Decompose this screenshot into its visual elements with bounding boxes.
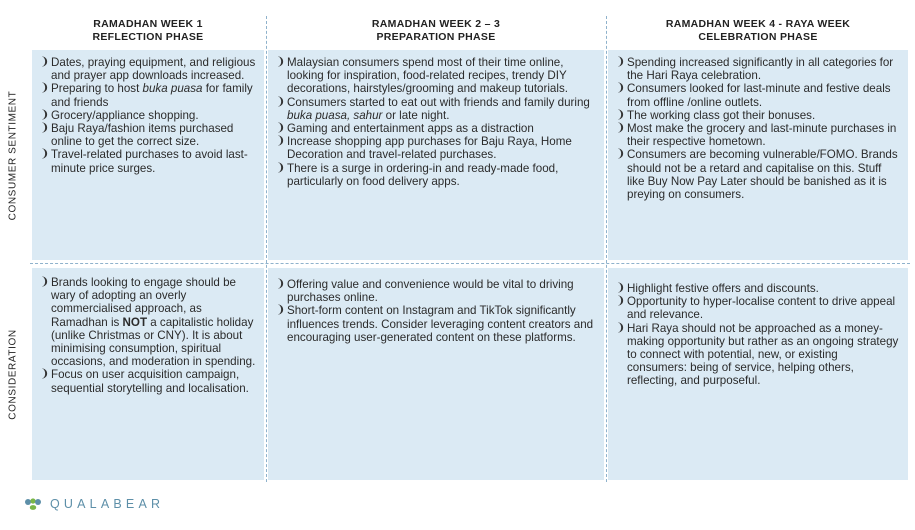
bullet-icon: ❩ [616,82,626,95]
column-header-phase: REFLECTION PHASE [92,31,204,43]
column-header-title: RAMADHAN WEEK 2 – 3 [371,18,501,30]
bullet-text: Spending increased significantly in all categories for the Hari Raya celebration. [627,56,894,83]
bullet-icon: ❩ [276,95,286,108]
bullet-item [276,56,596,96]
bullet-icon: ❩ [276,304,286,317]
bullet-item [616,109,900,122]
consideration-cell-week-4 [608,268,908,480]
bullet-text: Short-form content on Instagram and TikTok significantly influences trends. Consider leveraging content creators and encouraging user-generated content on these platforms. [287,304,594,344]
bullet-text: Offering value and convenience would be vital to driving purchases online. [287,278,574,305]
bullet-text: Dates, praying equipment, and religious and prayer app downloads increased. [51,56,256,83]
bullet-icon: ❩ [276,161,286,174]
bullet-icon: ❩ [40,82,50,95]
bullet-icon: ❩ [616,148,626,161]
bullet-item [276,162,596,188]
bullet-icon: ❩ [616,295,626,308]
consideration-cell-week-1 [32,268,264,480]
bullet-text: The working class got their bonuses. [627,108,816,122]
bullet-icon: ❩ [276,56,286,68]
column-header-title: RAMADHAN WEEK 1 [93,18,203,30]
bullet-text: Most make the grocery and last-minute purchases in their respective hometown. [627,122,897,149]
bullet-text: Increase shopping app purchases for Baju Raya, Home Decoration and travel-related purchases. [287,135,572,162]
bullet-item [616,82,900,108]
column-divider [266,16,267,482]
row-label-text: CONSIDERATION [7,328,19,420]
column-header-phase: PREPARATION PHASE [376,31,496,43]
bullet-icon: ❩ [40,108,50,121]
bullet-text: Travel-related purchases to avoid last-minute price surges. [51,148,248,175]
column-divider [606,16,607,482]
column-header-title: RAMADHAN WEEK 4 - RAYA WEEK [665,18,851,30]
bullet-icon: ❩ [616,282,626,294]
bullet-text: Preparing to host buka puasa for family and friends [51,82,253,109]
bullet-icon: ❩ [276,278,286,290]
column-header-week-4 [608,18,908,48]
consideration-cell-week-2-3 [268,268,604,480]
row-label-consumer-sentiment [0,50,26,260]
bullet-item [40,148,256,174]
bullet-item [40,109,256,122]
bullet-text: There is a surge in ordering-in and ready-made food, particularly on food delivery apps. [287,161,559,188]
qualabear-logo [24,497,164,511]
bullet-item [616,295,900,321]
bullet-text: Baju Raya/fashion items purchased online to get the correct size. [51,122,234,149]
column-header-week-1 [32,18,264,48]
row-divider [30,263,910,264]
bullet-item [40,82,256,108]
bullet-item [40,122,256,148]
column-header-phase: CELEBRATION PHASE [698,31,818,43]
bullet-item [616,282,900,295]
logo-wordmark: QUALABEAR [50,497,165,511]
bullet-text: Consumers looked for last-minute and festive deals from offline /online outlets. [627,82,891,109]
bullet-text: Highlight festive offers and discounts. [627,282,819,295]
bullet-icon: ❩ [40,276,50,288]
bullet-icon: ❩ [40,148,50,161]
bullet-icon: ❩ [276,135,286,148]
bullet-item [616,322,900,388]
bullet-text: Gaming and entertainment apps as a distraction [287,122,534,136]
bullet-icon: ❩ [616,321,626,334]
sentiment-cell-week-2-3 [268,50,604,260]
bullet-item [616,122,900,148]
bullet-item [40,56,256,82]
bullet-item [616,56,900,82]
row-label-consideration [0,268,26,480]
bullet-item [40,276,256,368]
column-header-week-2-3 [268,18,604,48]
row-label-text: CONSUMER SENTIMENT [7,90,19,220]
bullet-icon: ❩ [616,122,626,135]
bullet-item [276,304,596,344]
bullet-text: Consumers are becoming vulnerable/FOMO. Brands should not be a retard and capitalise on this. Stuff like Buy Now Pay Later should be banished as it is preying on consumers. [627,148,898,202]
bullet-text: Malaysian consumers spend most of their time online, looking for inspiration, food-related recipes, trendy DIY decorations, hairstyles/grooming and makeup tutorials. [287,56,568,96]
bullet-text: Hari Raya should not be approached as a money-making opportunity but rather as an ongoing strategy to connect with potential, new, or existing consumers: being of service, helping others, reflecting, and purposeful. [627,321,899,388]
sentiment-cell-week-4 [608,50,908,260]
bullet-icon: ❩ [276,122,286,135]
bullet-item [616,148,900,201]
bullet-icon: ❩ [40,56,50,68]
bear-paw-icon [24,497,44,511]
bullet-item [276,96,596,122]
bullet-text: Focus on user acquisition campaign, sequential storytelling and localisation. [51,368,249,395]
bullet-icon: ❩ [40,368,50,381]
bullet-text: Consumers started to eat out with friends and family during buka puasa, sahur or late night. [287,95,590,122]
bullet-item [276,278,596,304]
bullet-text: Brands looking to engage should be wary of adopting an overly commercialised approach, as Ramadhan is NOT a capitalistic holiday (unlike Christmas or CNY). It is about minimising consumption, spiritual occasions, and moderation in spending. [51,276,256,369]
bullet-text: Grocery/appliance shopping. [51,108,199,122]
bullet-item [276,135,596,161]
bullet-text: Opportunity to hyper-localise content to drive appeal and relevance. [627,295,896,322]
sentiment-cell-week-1 [32,50,264,260]
bullet-item [40,368,256,394]
bullet-icon: ❩ [40,122,50,135]
bullet-item [276,122,596,135]
bullet-icon: ❩ [616,56,626,68]
bullet-icon: ❩ [616,108,626,121]
